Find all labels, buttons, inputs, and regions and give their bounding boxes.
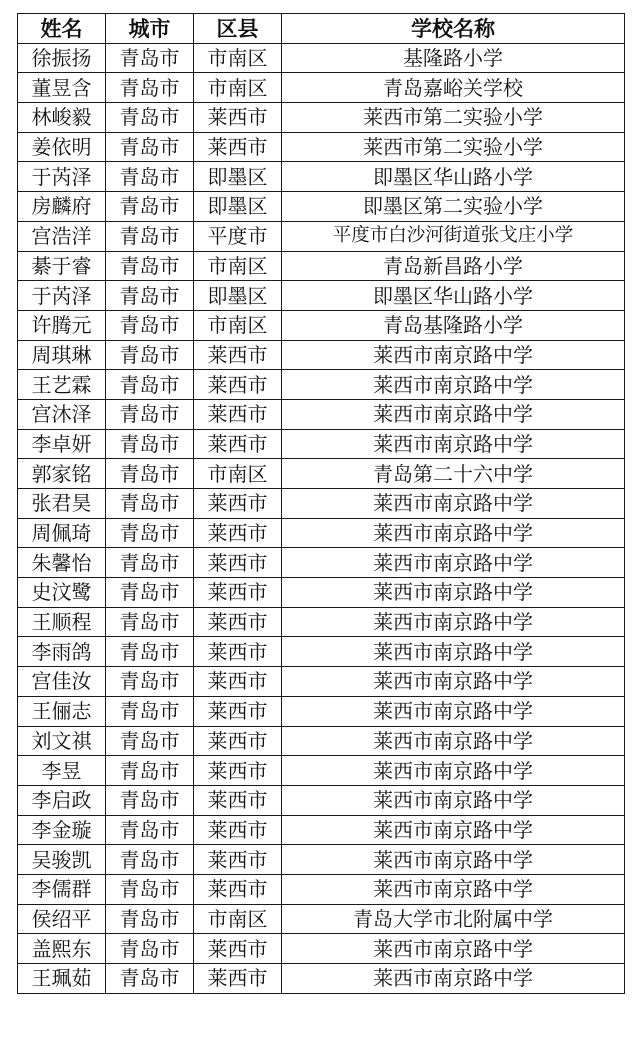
header-school: 学校名称: [282, 14, 625, 44]
cell-school: 莱西市南京路中学: [282, 489, 625, 519]
cell-city: 青岛市: [106, 518, 194, 548]
cell-school: 青岛新昌路小学: [282, 251, 625, 281]
cell-city: 青岛市: [106, 904, 194, 934]
cell-district: 莱西市: [194, 964, 282, 994]
table-row: [18, 696, 625, 726]
cell-name: 史汶鹭: [18, 578, 106, 608]
cell-district: 莱西市: [194, 845, 282, 875]
cell-school: 莱西市南京路中学: [282, 726, 625, 756]
cell-name: 宫浩洋: [18, 221, 106, 251]
cell-name: 于芮泽: [18, 162, 106, 192]
cell-name: 房麟府: [18, 192, 106, 222]
cell-district: 市南区: [194, 310, 282, 340]
cell-city: 青岛市: [106, 785, 194, 815]
cell-district: 即墨区: [194, 162, 282, 192]
cell-city: 青岛市: [106, 667, 194, 697]
cell-city: 青岛市: [106, 548, 194, 578]
cell-school: 即墨区华山路小学: [282, 281, 625, 311]
cell-school: 即墨区华山路小学: [282, 162, 625, 192]
cell-name: 侯绍平: [18, 904, 106, 934]
cell-city: 青岛市: [106, 756, 194, 786]
student-roster-table: [17, 13, 625, 994]
table-row: [18, 399, 625, 429]
cell-district: 莱西市: [194, 548, 282, 578]
table-row: [18, 251, 625, 281]
table-row: [18, 340, 625, 370]
cell-name: 张君昊: [18, 489, 106, 519]
cell-city: 青岛市: [106, 43, 194, 73]
cell-district: 平度市: [194, 221, 282, 251]
table-row: [18, 459, 625, 489]
cell-district: 市南区: [194, 73, 282, 103]
cell-name: 董昱含: [18, 73, 106, 103]
cell-school: 莱西市南京路中学: [282, 370, 625, 400]
cell-school: 莱西市南京路中学: [282, 518, 625, 548]
cell-school: 莱西市南京路中学: [282, 696, 625, 726]
cell-school: 莱西市南京路中学: [282, 429, 625, 459]
cell-name: 于芮泽: [18, 281, 106, 311]
table-row: [18, 726, 625, 756]
cell-city: 青岛市: [106, 73, 194, 103]
roster-sheet: [17, 13, 624, 994]
cell-name: 盖熙东: [18, 934, 106, 964]
cell-district: 莱西市: [194, 785, 282, 815]
cell-name: 林峻毅: [18, 103, 106, 133]
cell-name: 吴骏凯: [18, 845, 106, 875]
cell-school: 莱西市南京路中学: [282, 607, 625, 637]
cell-name: 周佩琦: [18, 518, 106, 548]
cell-city: 青岛市: [106, 103, 194, 133]
cell-name: 王艺霖: [18, 370, 106, 400]
cell-name: 徐振扬: [18, 43, 106, 73]
cell-school: 青岛嘉峪关学校: [282, 73, 625, 103]
cell-name: 王俪志: [18, 696, 106, 726]
cell-district: 市南区: [194, 43, 282, 73]
table-row: [18, 578, 625, 608]
cell-name: 刘文祺: [18, 726, 106, 756]
cell-city: 青岛市: [106, 162, 194, 192]
cell-school: 莱西市第二实验小学: [282, 132, 625, 162]
table-row: [18, 637, 625, 667]
cell-name: 宫佳汝: [18, 667, 106, 697]
cell-name: 李金璇: [18, 815, 106, 845]
cell-district: 莱西市: [194, 874, 282, 904]
cell-school: 莱西市南京路中学: [282, 964, 625, 994]
cell-district: 莱西市: [194, 637, 282, 667]
cell-name: 李昱: [18, 756, 106, 786]
cell-school: 莱西市南京路中学: [282, 637, 625, 667]
cell-school: 莱西市南京路中学: [282, 667, 625, 697]
cell-city: 青岛市: [106, 132, 194, 162]
cell-city: 青岛市: [106, 459, 194, 489]
cell-name: 李启政: [18, 785, 106, 815]
cell-name: 李儒群: [18, 874, 106, 904]
cell-name: 宫沐泽: [18, 399, 106, 429]
table-row: [18, 73, 625, 103]
cell-district: 即墨区: [194, 281, 282, 311]
cell-name: 李卓妍: [18, 429, 106, 459]
table-row: [18, 756, 625, 786]
cell-district: 莱西市: [194, 756, 282, 786]
cell-city: 青岛市: [106, 578, 194, 608]
table-row: [18, 132, 625, 162]
cell-city: 青岛市: [106, 637, 194, 667]
table-row: [18, 667, 625, 697]
cell-school: 莱西市南京路中学: [282, 578, 625, 608]
cell-school: 青岛第二十六中学: [282, 459, 625, 489]
cell-name: 周琪琳: [18, 340, 106, 370]
cell-school: 莱西市南京路中学: [282, 785, 625, 815]
cell-city: 青岛市: [106, 370, 194, 400]
cell-city: 青岛市: [106, 726, 194, 756]
header-district: 区县: [194, 14, 282, 44]
cell-name: 郭家铭: [18, 459, 106, 489]
cell-city: 青岛市: [106, 607, 194, 637]
cell-school: 莱西市第二实验小学: [282, 103, 625, 133]
table-row: [18, 489, 625, 519]
cell-city: 青岛市: [106, 489, 194, 519]
cell-district: 莱西市: [194, 696, 282, 726]
cell-district: 市南区: [194, 459, 282, 489]
header-name: 姓名: [18, 14, 106, 44]
cell-school: 莱西市南京路中学: [282, 399, 625, 429]
cell-city: 青岛市: [106, 251, 194, 281]
cell-district: 莱西市: [194, 489, 282, 519]
cell-city: 青岛市: [106, 310, 194, 340]
cell-name: 王珮茹: [18, 964, 106, 994]
table-row: [18, 874, 625, 904]
table-row: [18, 370, 625, 400]
cell-city: 青岛市: [106, 192, 194, 222]
table-header: [18, 14, 625, 44]
table-row: [18, 607, 625, 637]
table-row: [18, 904, 625, 934]
cell-school: 即墨区第二实验小学: [282, 192, 625, 222]
cell-district: 即墨区: [194, 192, 282, 222]
cell-city: 青岛市: [106, 399, 194, 429]
cell-city: 青岛市: [106, 874, 194, 904]
cell-district: 莱西市: [194, 578, 282, 608]
cell-school: 莱西市南京路中学: [282, 845, 625, 875]
table-row: [18, 548, 625, 578]
table-row: [18, 192, 625, 222]
cell-district: 莱西市: [194, 370, 282, 400]
cell-district: 莱西市: [194, 934, 282, 964]
table-row: [18, 281, 625, 311]
cell-school: 莱西市南京路中学: [282, 815, 625, 845]
cell-school: 基隆路小学: [282, 43, 625, 73]
cell-name: 姜依明: [18, 132, 106, 162]
cell-district: 市南区: [194, 904, 282, 934]
cell-city: 青岛市: [106, 845, 194, 875]
table-row: [18, 43, 625, 73]
table-body: [18, 43, 625, 993]
cell-school: 莱西市南京路中学: [282, 548, 625, 578]
cell-district: 莱西市: [194, 607, 282, 637]
cell-school: 青岛大学市北附属中学: [282, 904, 625, 934]
table-row: [18, 845, 625, 875]
cell-school: 莱西市南京路中学: [282, 756, 625, 786]
cell-city: 青岛市: [106, 281, 194, 311]
cell-district: 莱西市: [194, 726, 282, 756]
cell-school: 莱西市南京路中学: [282, 874, 625, 904]
cell-city: 青岛市: [106, 815, 194, 845]
header-row: [18, 14, 625, 44]
cell-name: 李雨鸽: [18, 637, 106, 667]
cell-district: 莱西市: [194, 340, 282, 370]
cell-district: 莱西市: [194, 667, 282, 697]
cell-city: 青岛市: [106, 964, 194, 994]
cell-school: 莱西市南京路中学: [282, 340, 625, 370]
cell-city: 青岛市: [106, 221, 194, 251]
table-row: [18, 103, 625, 133]
cell-name: 王顺程: [18, 607, 106, 637]
cell-district: 莱西市: [194, 429, 282, 459]
cell-name: 朱馨怡: [18, 548, 106, 578]
table-row: [18, 934, 625, 964]
cell-name: 綦于睿: [18, 251, 106, 281]
cell-district: 莱西市: [194, 518, 282, 548]
header-city: 城市: [106, 14, 194, 44]
table-row: [18, 221, 625, 251]
table-row: [18, 964, 625, 994]
table-row: [18, 815, 625, 845]
cell-city: 青岛市: [106, 934, 194, 964]
cell-district: 市南区: [194, 251, 282, 281]
cell-name: 许腾元: [18, 310, 106, 340]
table-row: [18, 429, 625, 459]
cell-school: 平度市白沙河街道张戈庄小学: [282, 221, 625, 251]
table-row: [18, 518, 625, 548]
cell-school: 莱西市南京路中学: [282, 934, 625, 964]
cell-district: 莱西市: [194, 132, 282, 162]
cell-district: 莱西市: [194, 815, 282, 845]
cell-city: 青岛市: [106, 429, 194, 459]
table-row: [18, 310, 625, 340]
cell-school: 青岛基隆路小学: [282, 310, 625, 340]
cell-city: 青岛市: [106, 696, 194, 726]
cell-city: 青岛市: [106, 340, 194, 370]
cell-district: 莱西市: [194, 399, 282, 429]
cell-district: 莱西市: [194, 103, 282, 133]
table-row: [18, 162, 625, 192]
table-row: [18, 785, 625, 815]
